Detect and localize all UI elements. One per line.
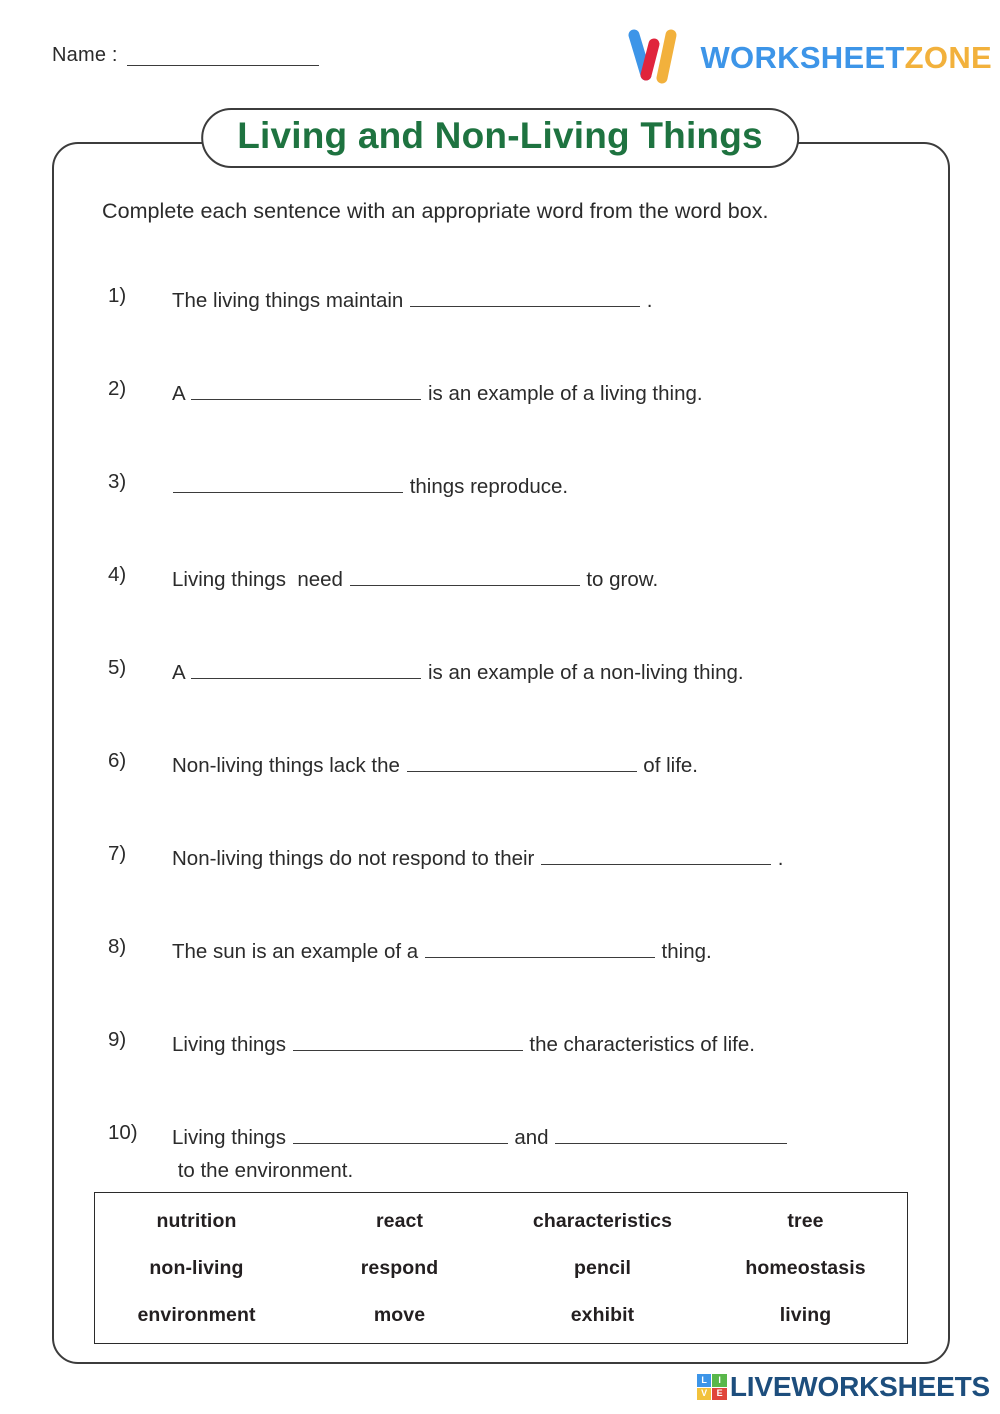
name-label: Name : [52, 44, 118, 66]
question-number: 4) [108, 563, 127, 586]
word-box-word[interactable]: move [373, 1303, 426, 1326]
worksheetzone-logo-text [700, 39, 992, 75]
question-segment: . [641, 289, 653, 312]
question-text [172, 749, 930, 782]
question-segment: The living things maintain [172, 289, 410, 312]
word-box-word[interactable]: tree [787, 1209, 824, 1232]
instruction-text: Complete each sentence with an appropriate word from the word box. [102, 199, 769, 223]
answer-blank[interactable] [555, 1123, 787, 1144]
question-row [0, 644, 1000, 737]
lw-square-l: L [697, 1374, 712, 1387]
question-segment: Non-living things do not respond to their [172, 847, 541, 870]
answer-blank[interactable] [293, 1123, 508, 1144]
worksheetzone-w-icon [624, 28, 688, 86]
question-segment: Living things [172, 1033, 292, 1056]
liveworksheets-squares-icon [697, 1374, 727, 1400]
word-box-word[interactable]: non-living [149, 1256, 244, 1279]
question-row [0, 458, 1000, 551]
question-segment: the characteristics of life. [523, 1033, 755, 1056]
question-row [0, 737, 1000, 830]
answer-blank[interactable] [191, 658, 421, 679]
lw-square-i: I [712, 1374, 727, 1387]
word-box-word[interactable]: respond [360, 1256, 439, 1279]
question-row [0, 1109, 1000, 1202]
question-number: 10) [108, 1121, 138, 1144]
question-text [172, 284, 930, 317]
question-text [172, 470, 930, 503]
question-text [172, 842, 930, 875]
question-segment: Living things need [172, 568, 349, 591]
question-number: 2) [108, 377, 127, 400]
name-field-group [52, 45, 319, 68]
worksheetzone-logo [624, 28, 992, 86]
worksheet-title-pill [201, 108, 799, 168]
word-box [94, 1192, 908, 1344]
question-segment: A [172, 382, 191, 405]
question-segment: and [508, 1126, 555, 1149]
worksheetzone-logo-text-secondary: ZONE [904, 39, 992, 75]
answer-blank[interactable] [541, 844, 771, 865]
word-box-word[interactable]: react [375, 1209, 424, 1232]
question-text [172, 656, 930, 689]
answer-blank[interactable] [410, 286, 640, 307]
question-text [172, 1028, 930, 1061]
answer-blank[interactable] [350, 565, 580, 586]
word-box-word[interactable]: living [779, 1303, 832, 1326]
liveworksheets-logo-text: LIVEWORKSHEETS [729, 1371, 990, 1402]
question-segment: . [772, 847, 784, 870]
question-row [0, 1016, 1000, 1109]
liveworksheets-logo [697, 1370, 990, 1404]
question-text [172, 1121, 930, 1187]
word-box-row [95, 1198, 907, 1245]
answer-blank[interactable] [425, 937, 655, 958]
question-row [0, 272, 1000, 365]
question-number: 7) [108, 842, 127, 865]
question-number: 1) [108, 284, 127, 307]
word-box-word[interactable]: nutrition [156, 1209, 237, 1232]
question-number: 6) [108, 749, 127, 772]
question-segment: Non-living things lack the [172, 754, 406, 777]
question-number: 3) [108, 470, 127, 493]
question-segment: to grow. [580, 568, 659, 591]
question-segment: The sun is an example of a [172, 940, 424, 963]
question-segment: of life. [637, 754, 698, 777]
lw-square-v: V [697, 1388, 712, 1401]
word-box-word[interactable]: environment [137, 1303, 256, 1326]
word-box-word[interactable]: exhibit [570, 1303, 635, 1326]
question-text [172, 563, 930, 596]
answer-blank[interactable] [173, 472, 403, 493]
question-segment: is an example of a living thing. [422, 382, 703, 405]
question-segment: A [172, 661, 191, 684]
question-number: 8) [108, 935, 127, 958]
question-segment: is an example of a non-living thing. [422, 661, 744, 684]
question-row [0, 365, 1000, 458]
question-number: 9) [108, 1028, 127, 1051]
worksheetzone-logo-text-primary: WORKSHEET [700, 39, 905, 75]
question-row [0, 923, 1000, 1016]
question-row [0, 551, 1000, 644]
question-segment: Living things [172, 1126, 292, 1149]
question-segment: to the environment. [172, 1159, 354, 1182]
questions-list [0, 272, 1000, 1202]
question-text [172, 377, 930, 410]
lw-square-e: E [712, 1388, 727, 1401]
page-title: Living and Non-Living Things [237, 115, 763, 156]
name-input-line[interactable] [127, 65, 319, 66]
word-box-row [95, 1292, 907, 1339]
word-box-word[interactable]: characteristics [532, 1209, 673, 1232]
question-segment: thing. [655, 940, 712, 963]
word-box-word[interactable]: homeostasis [745, 1256, 866, 1279]
answer-blank[interactable] [407, 751, 637, 772]
question-number: 5) [108, 656, 127, 679]
question-row [0, 830, 1000, 923]
question-segment: things reproduce. [404, 475, 569, 498]
word-box-row [95, 1245, 907, 1292]
question-text [172, 935, 930, 968]
word-box-word[interactable]: pencil [574, 1256, 631, 1279]
answer-blank[interactable] [191, 379, 421, 400]
answer-blank[interactable] [293, 1030, 523, 1051]
page-header [0, 0, 1000, 110]
